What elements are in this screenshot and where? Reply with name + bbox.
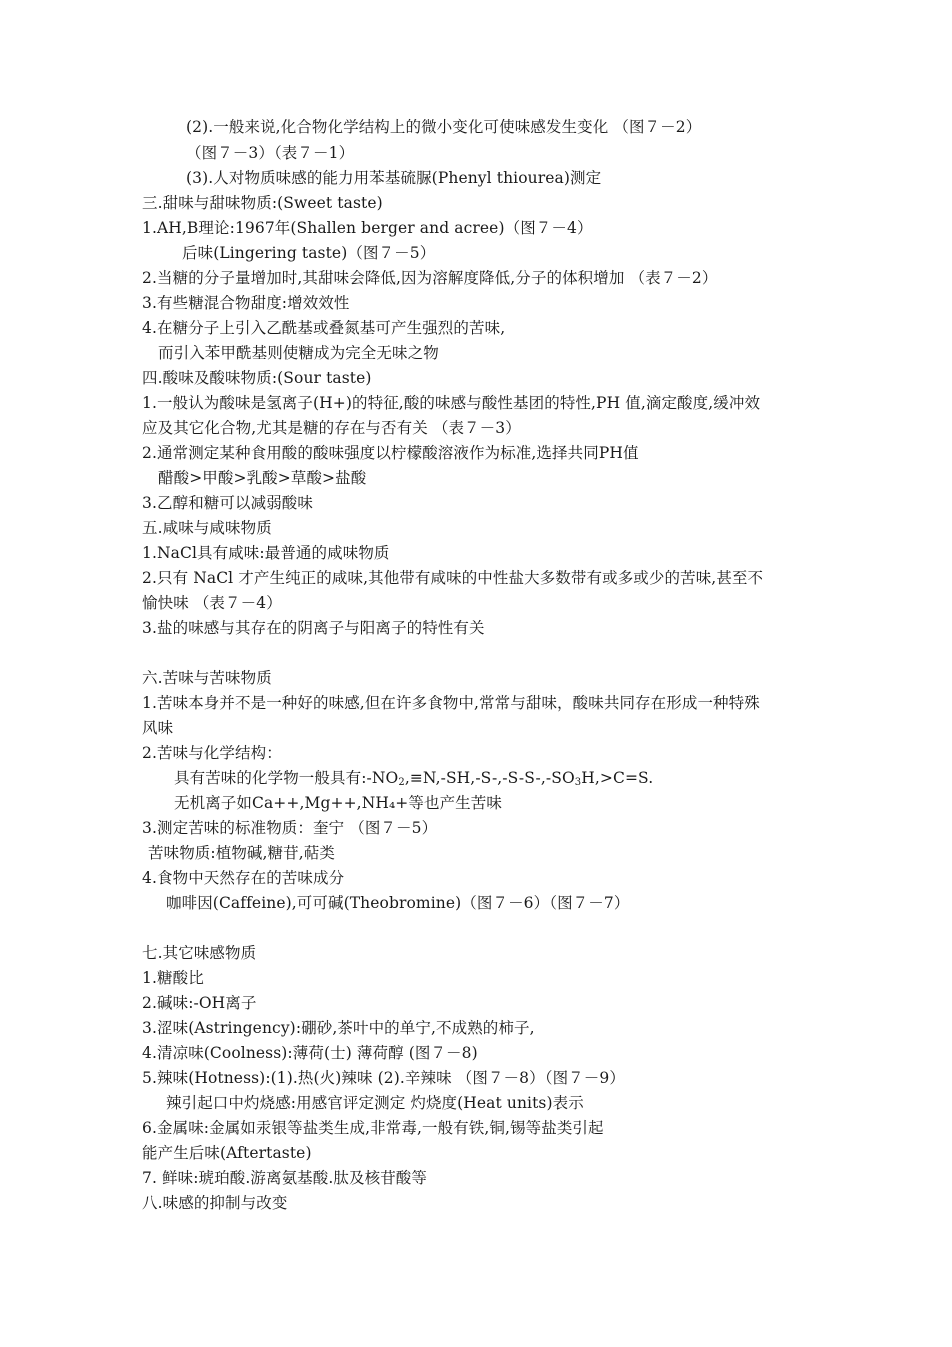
- text-line: 能产生后味(Aftertaste): [142, 1144, 312, 1162]
- text-line: 7. 鲜味:琥珀酸.游离氨基酸.肽及核苷酸等: [142, 1169, 427, 1187]
- text-line: 2.当糖的分子量增加时,其甜味会降低,因为溶解度降低,分子的体积增加 （表７－2）: [142, 269, 718, 287]
- text-line: 4.在糖分子上引入乙酰基或叠氮基可产生强烈的苦味,: [142, 319, 506, 337]
- formula-suffix: H,>C=S.: [581, 769, 654, 787]
- text-line: 1.AH,B理论:1967年(Shallen berger and acree)（图７－4）: [142, 219, 593, 237]
- text-line: 1.一般认为酸味是氢离子(H+)的特征,酸的味感与酸性基团的特性,PH 值,滴定酸度,缓冲效: [142, 394, 761, 412]
- formula-prefix: 具有苦味的化学物一般具有:-NO: [174, 769, 399, 787]
- text-line: 3.测定苦味的标准物质：奎宁 （图７－5）: [142, 819, 438, 837]
- text-line: 3.盐的味感与其存在的阴离子与阳离子的特性有关: [142, 619, 485, 637]
- text-line: 3.涩味(Astringency):硼砂,茶叶中的单宁,不成熟的柿子,: [142, 1019, 535, 1037]
- text-line: 2.通常测定某种食用酸的酸味强度以柠檬酸溶液作为标准,选择共同PH值: [142, 444, 639, 462]
- text-line: 无机离子如Ca++,Mg++,NH₄+等也产生苦味: [174, 794, 502, 812]
- text-line: 1.苦味本身并不是一种好的味感,但在许多食物中,常常与甜味，酸味共同存在形成一种特殊: [142, 694, 760, 712]
- text-line: 咖啡因(Caffeine),可可碱(Theobromine)（图７－6）（图７－7）: [166, 894, 630, 912]
- text-line: （图７－3）（表７－1）: [186, 144, 355, 162]
- text-line: 后味(Lingering taste)（图７－5）: [182, 244, 436, 262]
- text-line: 6.金属味:金属如汞银等盐类生成,非常毒,一般有铁,铜,锡等盐类引起: [142, 1119, 604, 1137]
- text-line: 2.只有 NaCl 才产生纯正的咸味,其他带有咸味的中性盐大多数带有或多或少的苦味,甚至不: [142, 569, 764, 587]
- text-line: 4.食物中天然存在的苦味成分: [142, 869, 345, 887]
- text-line: 3.乙醇和糖可以减弱酸味: [142, 494, 313, 512]
- text-line: 2.苦味与化学结构：: [142, 744, 282, 762]
- text-line: 4.清凉味(Coolness):薄荷(士) 薄荷醇 (图７－8): [142, 1044, 478, 1062]
- text-line: (2).一般来说,化合物化学结构上的微小变化可使味感发生变化 （图７－2）: [186, 118, 702, 136]
- text-line: 风味: [142, 719, 174, 737]
- bitter-formula-line: [174, 768, 653, 788]
- section-heading: 八.味感的抑制与改变: [142, 1194, 288, 1212]
- text-line: 苦味物质:植物碱,糖苷,萜类: [148, 844, 335, 862]
- text-line: 2.碱味:-OH离子: [142, 994, 257, 1012]
- section-heading: 六.苦味与苦味物质: [142, 669, 272, 687]
- text-line: 3.有些糖混合物甜度:增效效性: [142, 294, 350, 312]
- text-line: 辣引起口中灼烧感:用感官评定测定 灼烧度(Heat units)表示: [166, 1094, 584, 1112]
- text-line: 而引入苯甲酰基则使糖成为完全无味之物: [158, 344, 439, 362]
- text-line: (3).人对物质味感的能力用苯基硫脲(Phenyl thiourea)测定: [186, 169, 602, 187]
- section-heading: 四.酸味及酸味物质:(Sour taste): [142, 369, 372, 387]
- text-line: 醋酸>甲酸>乳酸>草酸>盐酸: [158, 469, 367, 487]
- section-heading: 三.甜味与甜味物质:(Sweet taste): [142, 194, 383, 212]
- text-line: 应及其它化合物,尤其是糖的存在与否有关 （表７－3）: [142, 419, 521, 437]
- formula-sub-so3: 3: [574, 777, 582, 788]
- text-line: 1.NaCl具有咸味:最普通的咸味物质: [142, 544, 390, 562]
- text-line: 愉快味 （表７－4）: [142, 594, 282, 612]
- section-heading: 五.咸味与咸味物质: [142, 519, 272, 537]
- formula-sub-no2: 2: [398, 777, 405, 788]
- section-heading: 七.其它味感物质: [142, 944, 257, 962]
- formula-mid: ,≡N,-SH,-S-,-S-S-,-SO: [404, 769, 575, 787]
- text-line: 1.糖酸比: [142, 969, 204, 987]
- text-line: 5.辣味(Hotness):(1).热(火)辣味 (2).辛辣味 （图７－8）（图７－9）: [142, 1069, 625, 1087]
